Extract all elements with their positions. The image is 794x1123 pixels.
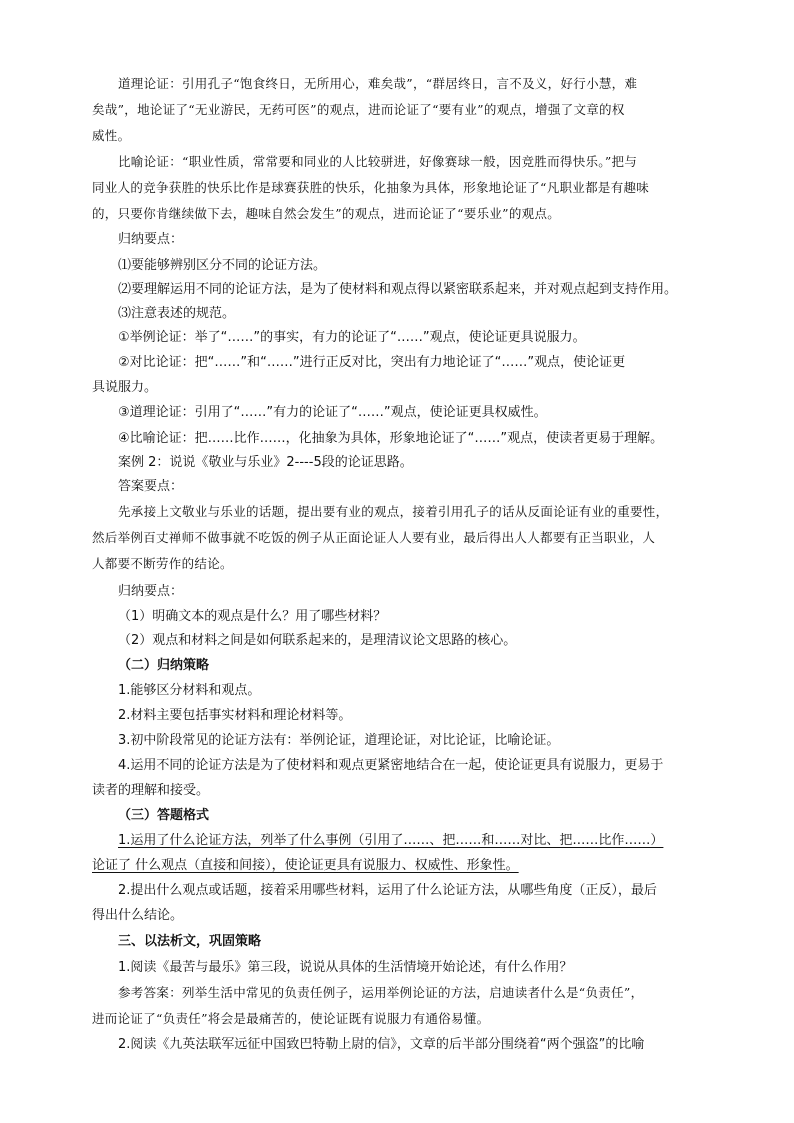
text-line: 同业人的竞争获胜的快乐比作是球赛获胜的快乐，化抽象为具体，形象地论证了“凡职业都是有趣味 xyxy=(92,180,650,195)
text-line: （1）明确文本的观点是什么？用了哪些材料？ xyxy=(118,609,387,624)
text-line: 然后举例百丈禅师不做事就不吃饭的例子从正面论证人人要有业，最后得出人人都要有正当职业，人 xyxy=(92,530,656,545)
text-line: 2.材料主要包括事实材料和理论材料等。 xyxy=(118,708,352,723)
text-line: 得出什么结论。 xyxy=(92,908,184,923)
section-heading: （三）答题格式 xyxy=(118,808,210,823)
text-line: 2.阅读《九英法联军远征中国致巴特勒上尉的信》，文章的后半部分围绕着“两个强盗”的比喻 xyxy=(118,1037,645,1052)
text-line: ⑴要能够辨别区分不同的论证方法。 xyxy=(118,258,327,273)
text-line: 读者的理解和接受。 xyxy=(92,783,210,798)
text-line: ⑵要理解运用不同的论证方法，是为了使材料和观点得以紧密联系起来，并对观点起到支持作用。 xyxy=(118,282,678,297)
section-heading: （二）归纳策略 xyxy=(118,658,210,673)
text-line: 威性。 xyxy=(92,128,131,143)
text-line: 道理论证：引用孔子“饱食终日，无所用心，难矣哉”，“群居终日，言不及义，好行小慧，难 xyxy=(118,76,638,91)
text-line: 论证了 什么观点（直接和间接），使论证更具有说服力、权威性、形象性。 xyxy=(92,858,519,873)
text-line: 进而论证了“负责任”将会是最痛苦的，使论证既有说服力有通俗易懂。 xyxy=(92,1011,490,1026)
text-line: 2.提出什么观点或话题，接着采用哪些材料，运用了什么论证方法，从哪些角度（正反），最后 xyxy=(118,883,657,898)
text-line: 1.运用了什么论证方法，列举了什么事例（引用了……、把……和……对比、把……比作……） xyxy=(118,833,664,848)
text-line: 具说服力。 xyxy=(92,380,158,395)
text-line: 比喻论证：“职业性质，常常要和同业的人比较骈进，好像赛球一般，因竞胜而得快乐。”把与 xyxy=(118,154,638,169)
text-line: 答案要点： xyxy=(118,479,184,494)
text-line: ④比喻论证：把……比作……，化抽象为具体，形象地论证了“……”观点，使读者更易于理解。 xyxy=(118,431,664,446)
text-line: 矣哉”，地论证了“无业游民，无药可医”的观点，进而论证了“要有业”的观点，增强了文章的权 xyxy=(92,102,625,117)
text-line: ⑶注意表述的规范。 xyxy=(118,306,236,321)
text-line: 4.运用不同的论证方法是为了使材料和观点更紧密地结合在一起，使论证更具有说服力，更易于 xyxy=(118,758,664,773)
text-line: 先承接上文敬业与乐业的话题，提出要有业的观点，接着引用孔子的话从反面论证有业的重要性， xyxy=(118,504,669,519)
text-line: 归纳要点： xyxy=(118,232,184,247)
text-line: ①举例论证：举了“……”的事实，有力的论证了“……”观点，使论证更具说服力。 xyxy=(118,330,586,345)
section-heading: 三、以法析文，巩固策略 xyxy=(118,934,262,949)
text-line: 1.阅读《最苦与最乐》第三段，说说从具体的生活情境开始论述，有什么作用？ xyxy=(118,960,573,975)
text-line: 参考答案：列举生活中常见的负责任例子，运用举例论证的方法，启迪读者什么是“负责任”， xyxy=(118,985,644,1000)
text-line: ②对比论证：把“……”和“……”进行正反对比，突出有力地论证了“……”观点，使论证更 xyxy=(118,355,626,370)
text-line: 人都要不断劳作的结论。 xyxy=(92,556,233,571)
text-line: 案例 2：说说《敬业与乐业》2----5段的论证思路。 xyxy=(118,455,413,470)
text-line: 的，只要你肯继续做下去，趣味自然会发生”的观点，进而论证了“要乐业”的观点。 xyxy=(92,206,561,221)
text-line: 归纳要点： xyxy=(118,584,184,599)
text-line: （2）观点和材料之间是如何联系起来的，是理清议论文思路的核心。 xyxy=(118,633,517,648)
text-line: 1.能够区分材料和观点。 xyxy=(118,683,261,698)
text-line: ③道理论证：引用了“……”有力的论证了“……”观点，使论证更具权威性。 xyxy=(118,405,547,420)
text-line: 3.初中阶段常见的论证方法有：举例论证，道理论证，对比论证，比喻论证。 xyxy=(118,733,560,748)
